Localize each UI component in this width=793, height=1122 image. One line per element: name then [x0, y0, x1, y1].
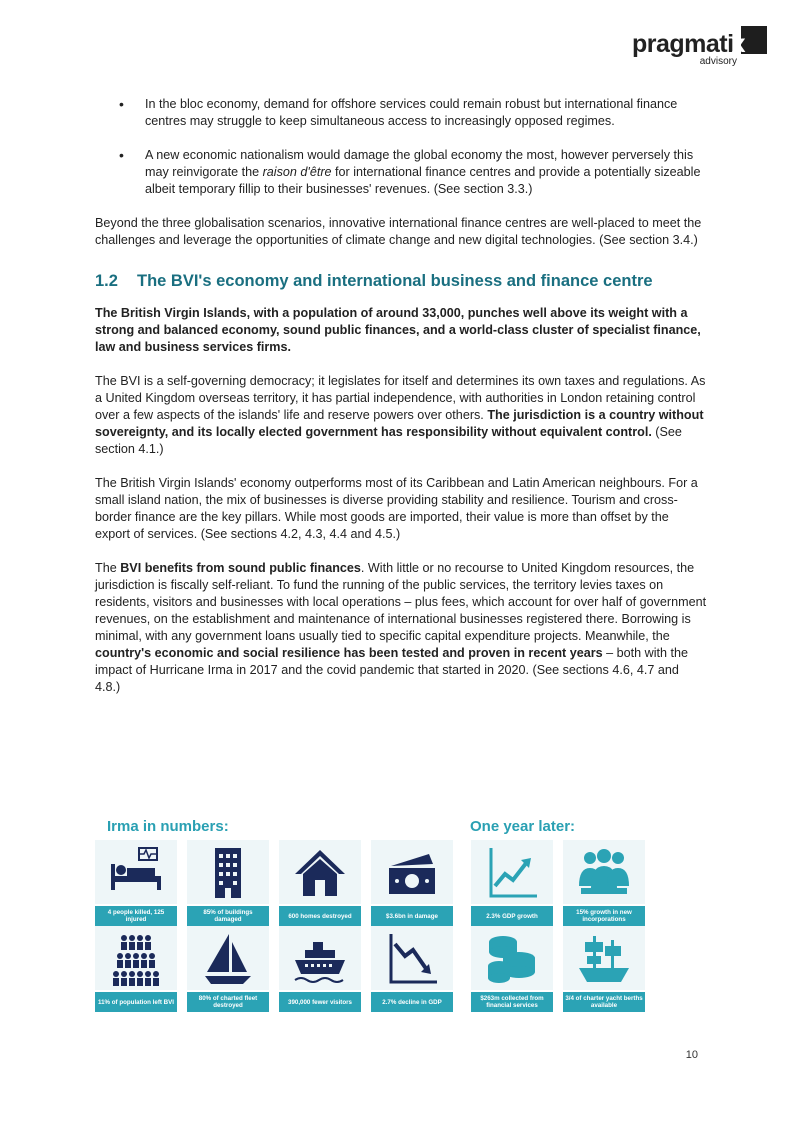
- people-group-icon: [577, 846, 631, 900]
- irma-infographic: [95, 818, 655, 1009]
- tile-caption: 600 homes destroyed: [279, 906, 361, 926]
- tile-caption: 80% of charted fleet destroyed: [187, 992, 269, 1012]
- pragmatix-logo: [632, 26, 767, 72]
- tile-caption: 85% of buildings damaged: [187, 906, 269, 926]
- logo-subtitle: advisory: [699, 56, 737, 67]
- economy-paragraph: The British Virgin Islands' economy outperforms most of its Caribbean and Latin American neighbours. For a small island nation, the mix of businesses is diverse providing stability and resilience. Tourism and cross-border finance are the key pillars. While most goods are imported, their value is more than offset by the export of services. (See sections 4.2, 4.3, 4.4 and 4.5.): [95, 476, 698, 541]
- tile-caption: 2.3% GDP growth: [471, 906, 553, 926]
- population-icon: [109, 932, 163, 986]
- section-title: The BVI's economy and international business and finance centre: [137, 272, 653, 290]
- tile-caption: 11% of population left BVI: [95, 992, 177, 1012]
- finances-paragraph: The BVI benefits from sound public finances. With little or no recourse to United Kingdom resources, the jurisdiction is fiscally self-reliant. To fund the running of the public services, the territory levies taxes on residents, visitors and businesses with local operations – plus fees, which account for over half of government revenues, on the establishment and maintenance of international businesses registered there. Borrowing is minimal, with any government loans usually tied to specific capital expenditure projects. Meanwhile, the country's economic and social resilience has been tested and proven in recent years – both with the impact of Hurricane Irma in 2017 and the covid pandemic that started in 2020. (See sections 4.6, 4.7 and 4.8.): [95, 561, 707, 694]
- sailboat-icon: [201, 932, 255, 986]
- tile-gdp-decline: [371, 926, 453, 1010]
- coins-icon: [485, 932, 539, 986]
- one-year-later-title: One year later:: [470, 818, 576, 835]
- banknotes-icon: [385, 846, 439, 900]
- governance-paragraph: The BVI is a self-governing democracy; it legislates for itself and determines its own taxes and regulations. As a United Kingdom overseas territory, it has partial independence, with authorities in London retaining control over a few aspects of the islands' life and reserve powers over others. The jurisdiction is a country without sovereignty, and its locally elected government has responsibility without equivalent control. (See section 4.1.): [95, 374, 706, 456]
- tile-caption: 2.7% decline in GDP: [371, 992, 453, 1012]
- hospital-bed-icon: [109, 846, 163, 900]
- tile-incorporations: [563, 840, 645, 924]
- tile-gdp-growth: [471, 840, 553, 924]
- section-number: 1.2: [95, 272, 118, 290]
- tile-casualties: [95, 840, 177, 924]
- irma-title: Irma in numbers:: [107, 818, 229, 835]
- tile-charter-berths: [563, 926, 645, 1010]
- tile-caption: 390,000 fewer visitors: [279, 992, 361, 1012]
- bullet-dot-icon: •: [119, 147, 124, 163]
- page-body: [95, 96, 707, 713]
- tile-buildings: [187, 840, 269, 924]
- logo-word: pragmatix: [632, 30, 745, 58]
- tile-homes: [279, 840, 361, 924]
- house-icon: [293, 846, 347, 900]
- tile-caption: $3.6bn in damage: [371, 906, 453, 926]
- tile-fleet: [187, 926, 269, 1010]
- building-icon: [201, 846, 255, 900]
- page-number: 10: [685, 1049, 698, 1061]
- tile-caption: 15% growth in new incorporations: [563, 906, 645, 926]
- decline-chart-icon: [385, 932, 439, 986]
- tile-population: [95, 926, 177, 1010]
- scenarios-paragraph: Beyond the three globalisation scenarios, innovative international finance centres are well-placed to meet the challenges and leverage the opportunities of climate change and new digital technologies. (See section 3.4.): [95, 216, 702, 247]
- bullet-dot-icon: •: [119, 96, 124, 112]
- tile-financial-services: [471, 926, 553, 1010]
- scenario-bullets: [95, 96, 707, 198]
- tile-damage: [371, 840, 453, 924]
- bullet-item: • A new economic nationalism would damage the global economy the most, however perversely this may reinvigorate the raison d'être for international finance centres and provide a potentially sizeable albeit temporary fillip to their businesses' revenues. (See section 3.3.): [119, 147, 701, 196]
- tile-visitors: [279, 926, 361, 1010]
- tile-caption: $263m collected from financial services: [471, 992, 553, 1012]
- bullet-item: • In the bloc economy, demand for offshore services could remain robust but international finance centres may struggle to keep simultaneous access to increasingly opposed regimes.: [119, 96, 678, 128]
- section-heading: [95, 273, 707, 290]
- cruise-ship-icon: [293, 932, 347, 986]
- lead-paragraph: The British Virgin Islands, with a population of around 33,000, punches well above its weight with a strong and balanced economy, sound public finances, and a world-class cluster of specialist finance, law and business services firms.: [95, 306, 701, 354]
- pirate-ship-icon: [577, 932, 631, 986]
- tile-caption: 4 people killed, 125 injured: [95, 906, 177, 926]
- growth-chart-icon: [485, 846, 539, 900]
- tile-caption: 3/4 of charter yacht berths available: [563, 992, 645, 1012]
